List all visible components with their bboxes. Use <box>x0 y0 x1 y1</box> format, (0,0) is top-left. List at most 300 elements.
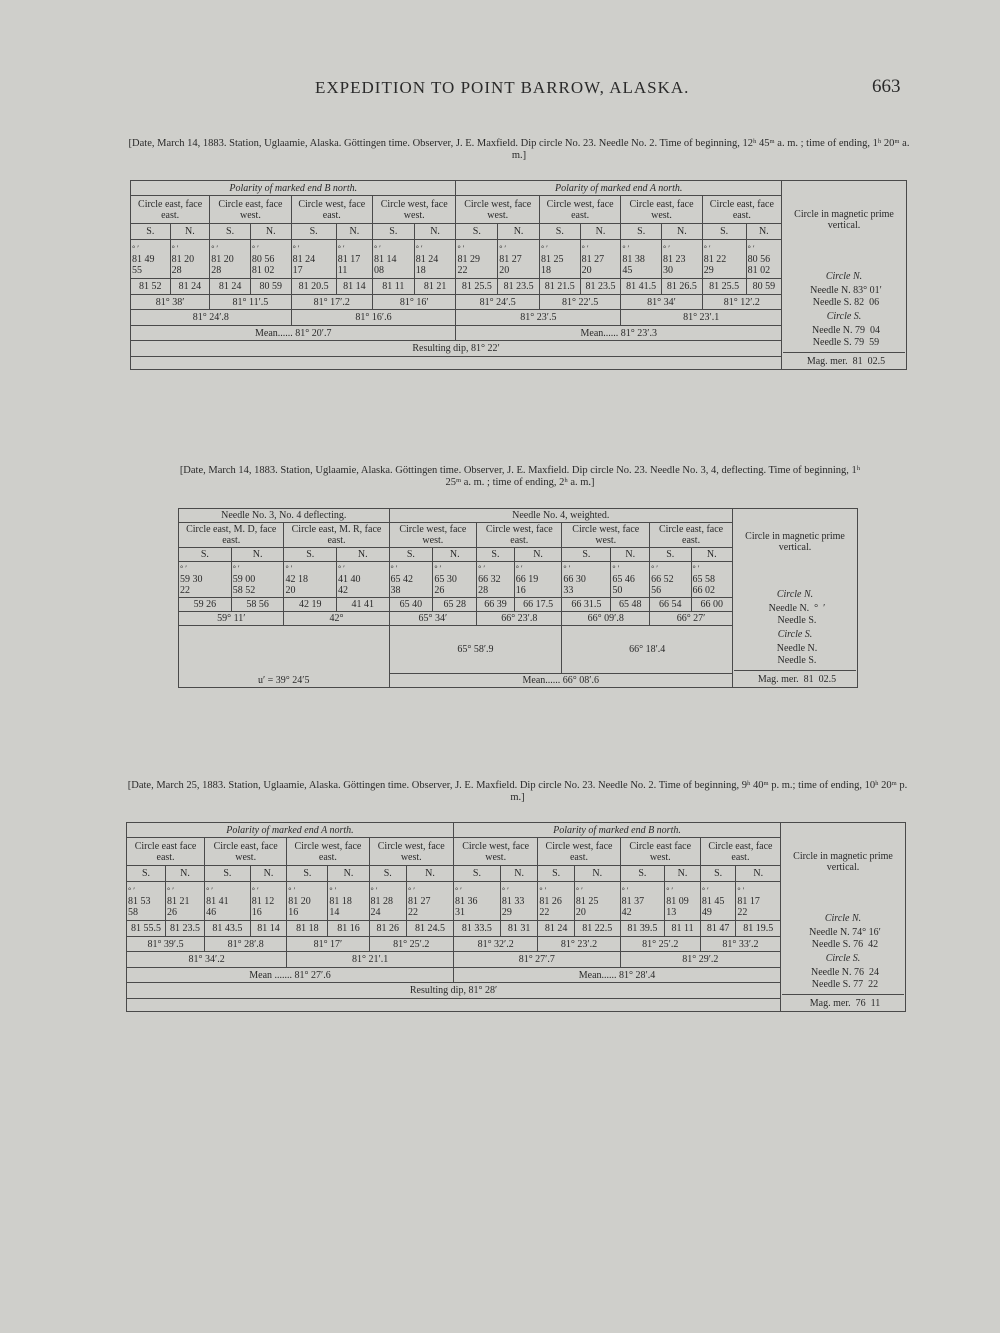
pair-cell: 81° 24′.5 <box>456 294 540 309</box>
sn-cell: N. <box>665 866 701 881</box>
side-value: Needle N. 74° 16′ <box>809 927 881 938</box>
reading-cell <box>284 562 337 598</box>
reading-value: 81 09 13 <box>666 895 689 918</box>
mean-cell: 81 24 <box>210 279 251 294</box>
pair-cell: 66° 27′ <box>650 612 733 626</box>
mean-cell: 81 24 <box>170 279 210 294</box>
pair-cell: 65° 34′ <box>389 612 477 626</box>
mean-cell: 81 16 <box>328 921 369 936</box>
face-cell: Circle east, face east. <box>650 523 733 548</box>
quad-cell: 81° 27′.7 <box>453 952 620 967</box>
reading-value: 81 27 22 <box>408 895 431 918</box>
mean-cell: 81 14 <box>250 921 287 936</box>
reading-cell <box>500 881 537 921</box>
reading-cell <box>131 239 171 279</box>
sn-cell: N. <box>514 548 562 562</box>
side-circle-n: Circle N. <box>824 913 862 924</box>
degree-minute-mark: ° ′ <box>337 243 345 253</box>
degree-minute-mark: ° ′ <box>337 564 345 573</box>
mean-cell: 81 55.5 <box>127 921 166 936</box>
side-value: Needle S. 77 22 <box>811 979 879 990</box>
prime-vertical-column <box>782 181 907 370</box>
mean-cell: 81 24.5 <box>407 921 454 936</box>
sn-cell: S. <box>210 224 251 239</box>
mean-cell: 81 25.5 <box>702 279 746 294</box>
reading-cell <box>665 881 701 921</box>
mean-cell: 81 26.5 <box>662 279 703 294</box>
face-cell: Circle east, face east. <box>131 196 210 224</box>
reading-cell <box>372 239 414 279</box>
sn-cell: N. <box>414 224 456 239</box>
mean-cell: 81 23.5 <box>580 279 621 294</box>
side-value: Needle S. 79 59 <box>812 337 880 348</box>
reading-cell <box>179 562 232 598</box>
reading-value: 81 21 26 <box>167 895 190 918</box>
sn-cell: S. <box>372 224 414 239</box>
reading-value: 81 25 20 <box>575 895 599 918</box>
quad-cell: 65° 58′.9 <box>389 626 562 674</box>
reading-value: 81 25 18 <box>540 253 564 276</box>
mean-cell: 81 22.5 <box>574 921 620 936</box>
reading-value: 81 23 30 <box>663 253 686 276</box>
reading-value: 81 36 31 <box>454 895 478 918</box>
reading-value: 81 18 14 <box>329 895 352 918</box>
degree-minute-mark: ° ′ <box>703 243 711 253</box>
reading-value: 81 20 28 <box>171 253 195 276</box>
pair-cell: 81° 11′.5 <box>210 294 291 309</box>
degree-minute-mark: ° ′ <box>499 243 507 253</box>
u-value: u′ = 39° 24′5 <box>179 626 390 688</box>
reading-cell <box>702 239 746 279</box>
face-cell: Circle east, face west. <box>621 196 702 224</box>
reading-cell <box>250 881 287 921</box>
degree-minute-mark: ° ′ <box>747 243 755 253</box>
reading-value: 81 45 49 <box>701 895 725 918</box>
side-circle-s: Circle S. <box>777 629 813 640</box>
reading-value: 81 26 22 <box>539 895 562 918</box>
reading-value: 59 00 58 52 <box>232 574 256 596</box>
pair-cell: 81° 38′ <box>131 294 210 309</box>
reading-cell <box>514 562 562 598</box>
reading-value: 66 19 16 <box>515 574 539 596</box>
degree-minute-mark: ° ′ <box>415 243 423 253</box>
sn-cell: N. <box>407 866 454 881</box>
mean-cell: 81 41.5 <box>621 279 662 294</box>
reading-value: 59 30 22 <box>180 574 203 596</box>
caption-1: [Date, March 14, 1883. Station, Uglaamie, Alaska. Göttingen time. Observer, J. E. Maxfield. Dip circle No. 23. Needle No. 2. Time of beginning, 12ʰ 45ᵐ a. m. ; time of ending, 1ʰ 20ᵐ a. m.] <box>128 138 910 161</box>
reading-cell <box>369 881 406 921</box>
group-header-2: Polarity of marked end B north. <box>453 823 780 838</box>
degree-minute-mark: ° ′ <box>478 564 486 573</box>
mean-cell: 81 18 <box>287 921 328 936</box>
pair-cell: 81° 22′.5 <box>539 294 620 309</box>
reading-cell <box>433 562 477 598</box>
reading-cell <box>291 239 336 279</box>
quad-cell: 81° 16′.6 <box>291 310 456 325</box>
degree-minute-mark: ° ′ <box>651 564 659 573</box>
reading-cell <box>477 562 515 598</box>
face-cell: Circle east face west. <box>620 838 700 866</box>
degree-minute-mark: ° ′ <box>180 564 187 573</box>
reading-value: 41 40 42 <box>337 574 361 596</box>
reading-cell <box>691 562 733 598</box>
pair-cell: 81° 12′.2 <box>702 294 781 309</box>
caption-3: [Date, March 25, 1883. Station, Uglaamie, Alaska. Göttingen time. Observer, J. E. Maxfield. Dip circle No. 23. Needle No. 2. Time of beginning, 9ʰ 40ᵐ p. m.; time of ending, 10ʰ 20ᵐ p. m.] <box>127 780 908 803</box>
reading-value: 81 20 16 <box>288 895 311 918</box>
degree-minute-mark: ° ′ <box>666 885 674 895</box>
page-number: 663 <box>872 76 901 97</box>
mean-cell: 81 19.5 <box>736 921 781 936</box>
pair-cell: 81° 17′ <box>287 936 369 951</box>
reading-value: 81 27 20 <box>581 253 605 276</box>
sn-cell: S. <box>127 866 166 881</box>
degree-minute-mark: ° ′ <box>581 243 589 253</box>
mean-cell: 66 39 <box>477 598 515 612</box>
side-value: Needle N. 76 24 <box>810 967 880 978</box>
sn-cell: N. <box>336 548 389 562</box>
reading-cell <box>231 562 284 598</box>
mean-cell: 81 47 <box>700 921 736 936</box>
sn-cell: S. <box>539 224 580 239</box>
mean-cell: 81 14 <box>336 279 372 294</box>
mean-cell: 81 33.5 <box>453 921 500 936</box>
mean-cell: 81 23.5 <box>498 279 540 294</box>
pair-cell: 81° 33′.2 <box>700 936 780 951</box>
reading-value: 65 46 50 <box>612 574 635 596</box>
side-value: Needle N. 83° 01′ <box>810 285 882 296</box>
face-cell: Circle west, face west. <box>372 196 456 224</box>
degree-minute-mark: ° ′ <box>408 885 415 895</box>
sn-cell: N. <box>250 866 287 881</box>
reading-cell <box>453 881 500 921</box>
side-value: Needle N. 79 04 <box>811 325 881 336</box>
sn-cell: S. <box>205 866 251 881</box>
pair-cell: 81° 34′ <box>621 294 702 309</box>
reading-cell <box>580 239 621 279</box>
reading-value: 80 56 81 02 <box>747 253 771 276</box>
degree-minute-mark: ° ′ <box>232 564 240 573</box>
sn-cell: S. <box>131 224 171 239</box>
sn-cell: N. <box>328 866 369 881</box>
reading-value: 65 30 26 <box>434 574 457 596</box>
sn-cell: N. <box>580 224 621 239</box>
reading-cell <box>389 562 433 598</box>
sn-cell: S. <box>700 866 736 881</box>
degree-minute-mark: ° ′ <box>251 243 259 253</box>
group-header-1: Polarity of marked end B north. <box>131 181 456 196</box>
quad-cell: 81° 23′.5 <box>456 310 621 325</box>
reading-cell <box>562 562 611 598</box>
reading-cell <box>700 881 736 921</box>
sn-cell: N. <box>498 224 540 239</box>
reading-value: 81 53 58 <box>128 895 151 918</box>
reading-value: 81 17 22 <box>737 895 760 918</box>
resulting-dip: Resulting dip, 81° 22′ <box>131 341 782 357</box>
reading-value: 81 24 17 <box>292 253 316 276</box>
reading-value: 81 49 55 <box>132 253 155 276</box>
mean-cell: 80 59 <box>250 279 291 294</box>
degree-minute-mark: ° ′ <box>622 243 630 253</box>
sn-cell: S. <box>456 224 498 239</box>
mean-cell: 81 52 <box>131 279 171 294</box>
face-cell: Circle west, face west. <box>456 196 540 224</box>
face-cell: Circle east, M. R, face east. <box>284 523 389 548</box>
degree-minute-mark: ° ′ <box>540 243 548 253</box>
side-header: Circle in magnetic prime vertical. <box>745 531 845 553</box>
reading-value: 81 28 24 <box>370 895 394 918</box>
reading-cell <box>166 881 205 921</box>
reading-value: 81 20 28 <box>211 253 234 276</box>
sn-cell: N. <box>336 224 372 239</box>
quad-cell: 81° 34′.2 <box>127 952 287 967</box>
degree-minute-mark: ° ′ <box>454 885 462 895</box>
reading-cell <box>611 562 650 598</box>
degree-minute-mark: ° ′ <box>292 243 300 253</box>
quad-cell: 81° 29′.2 <box>620 952 780 967</box>
face-cell: Circle west, face east. <box>477 523 562 548</box>
pair-cell: 66° 09′.8 <box>562 612 650 626</box>
quad-cell: 81° 23′.1 <box>621 310 782 325</box>
sn-cell: S. <box>389 548 433 562</box>
reading-value: 81 24 18 <box>415 253 439 276</box>
sn-cell: S. <box>562 548 611 562</box>
mean-cell: 66 00 <box>691 598 733 612</box>
reading-value: 81 29 22 <box>457 253 480 276</box>
pair-cell: 81° 25′.2 <box>369 936 453 951</box>
face-cell: Circle east, face west. <box>205 838 287 866</box>
sn-cell: N. <box>500 866 537 881</box>
face-cell: Circle east, face west. <box>210 196 291 224</box>
sn-cell: S. <box>650 548 691 562</box>
sn-cell: S. <box>291 224 336 239</box>
sn-cell: N. <box>662 224 703 239</box>
reading-cell <box>736 881 781 921</box>
degree-minute-mark: ° ′ <box>663 243 670 253</box>
group-header-2: Needle No. 4, weighted. <box>389 509 733 523</box>
sn-cell: S. <box>477 548 515 562</box>
reading-value: 80 56 81 02 <box>251 253 275 276</box>
face-cell: Circle west, face east. <box>538 838 620 866</box>
face-cell: Circle west, face east. <box>539 196 620 224</box>
face-cell: Circle west, face west. <box>453 838 537 866</box>
reading-value: 81 38 45 <box>622 253 645 276</box>
mean-cell: 81 23.5 <box>166 921 205 936</box>
face-cell: Circle east, M. D, face east. <box>179 523 284 548</box>
caption-2: [Date, March 14, 1883. Station, Uglaamie, Alaska. Göttingen time. Observer, J. E. Maxfield. Dip circle No. 23. Needle No. 3, 4, deflecting. Time of beginning, 1ʰ 25ᵐ a. m. ; time of ending, 2ʰ a. m.] <box>179 465 861 488</box>
degree-minute-mark: ° ′ <box>575 885 583 895</box>
reading-cell <box>662 239 703 279</box>
mean-cell: 81 21.5 <box>539 279 580 294</box>
reading-cell <box>407 881 454 921</box>
resulting-dip: Resulting dip, 81° 28′ <box>127 983 781 999</box>
sn-cell: N. <box>746 224 781 239</box>
mag-mer: Mag. mer. 81 02.5 <box>734 670 856 686</box>
reading-cell <box>539 239 580 279</box>
sn-cell: S. <box>538 866 575 881</box>
side-circle-n: Circle N. <box>825 271 863 282</box>
reading-cell <box>620 881 665 921</box>
degree-minute-mark: ° ′ <box>373 243 381 253</box>
side-value: Needle S. <box>777 655 817 666</box>
mean-a: Mean ....... 81° 27′.6 <box>127 967 454 982</box>
dip-table-2 <box>178 508 858 688</box>
reading-value: 81 22 29 <box>703 253 727 276</box>
sn-cell: N. <box>736 866 781 881</box>
mean-cell: 59 26 <box>179 598 232 612</box>
degree-minute-mark: ° ′ <box>171 243 179 253</box>
pair-cell: 66° 23′.8 <box>477 612 562 626</box>
mean-cell: 81 24 <box>538 921 575 936</box>
mean-cell: 81 11 <box>372 279 414 294</box>
quad-cell: 66° 18′.4 <box>562 626 733 674</box>
pair-cell: 81° 32′.2 <box>453 936 537 951</box>
degree-minute-mark: ° ′ <box>457 243 465 253</box>
reading-value: 81 37 42 <box>621 895 645 918</box>
degree-minute-mark: ° ′ <box>701 885 709 895</box>
prime-vertical-column <box>733 509 858 688</box>
reading-cell <box>336 562 389 598</box>
sn-cell: N. <box>611 548 650 562</box>
side-circle-n: Circle N. <box>776 589 814 600</box>
side-header: Circle in magnetic prime vertical. <box>794 209 894 231</box>
degree-minute-mark: ° ′ <box>251 885 259 895</box>
mean-cell: 81 43.5 <box>205 921 251 936</box>
mean: Mean...... 66° 08′.6 <box>389 674 733 688</box>
group-header-1: Needle No. 3, No. 4 deflecting. <box>179 509 390 523</box>
side-value: Needle S. 76 42 <box>811 939 879 950</box>
pair-cell: 81° 28′.8 <box>205 936 287 951</box>
reading-value: 65 42 38 <box>390 574 413 596</box>
degree-minute-mark: ° ′ <box>434 564 442 573</box>
reading-value: 42 18 20 <box>285 574 308 596</box>
sn-cell: S. <box>620 866 665 881</box>
reading-cell <box>336 239 372 279</box>
degree-minute-mark: ° ′ <box>515 564 523 573</box>
side-value: Needle S. <box>777 615 817 626</box>
side-value: Needle N. <box>776 643 818 654</box>
degree-minute-mark: ° ′ <box>132 243 139 253</box>
mean-cell: 66 17.5 <box>514 598 562 612</box>
side-header: Circle in magnetic prime vertical. <box>793 851 893 873</box>
degree-minute-mark: ° ′ <box>128 885 135 895</box>
sn-cell: S. <box>287 866 328 881</box>
mean-cell: 81 21 <box>414 279 456 294</box>
quad-cell: 81° 21′.1 <box>287 952 454 967</box>
mean-cell: 65 40 <box>389 598 433 612</box>
reading-value: 66 30 33 <box>563 574 586 596</box>
pair-cell: 42° <box>284 612 389 626</box>
mag-mer: Mag. mer. 76 11 <box>782 994 904 1010</box>
degree-minute-mark: ° ′ <box>390 564 398 573</box>
reading-value: 81 17 11 <box>337 253 361 276</box>
reading-cell <box>746 239 781 279</box>
sn-cell: S. <box>369 866 406 881</box>
sn-cell: N. <box>250 224 291 239</box>
side-circle-s: Circle S. <box>825 953 861 964</box>
face-cell: Circle west, face east. <box>287 838 369 866</box>
side-value: Needle N. ° ′ <box>768 603 826 614</box>
degree-minute-mark: ° ′ <box>211 243 219 253</box>
sn-cell: S. <box>453 866 500 881</box>
group-header-2: Polarity of marked end A north. <box>456 181 782 196</box>
spacer <box>127 999 781 1012</box>
reading-cell <box>250 239 291 279</box>
reading-cell <box>621 239 662 279</box>
pair-cell: 59° 11′ <box>179 612 284 626</box>
mean-cell: 58 56 <box>231 598 284 612</box>
mean-cell: 81 20.5 <box>291 279 336 294</box>
quad-cell: 81° 24′.8 <box>131 310 292 325</box>
degree-minute-mark: ° ′ <box>621 885 629 895</box>
mean-cell: 81 31 <box>500 921 537 936</box>
dip-table-3 <box>126 822 906 1012</box>
degree-minute-mark: ° ′ <box>692 564 700 573</box>
mean-cell: 41 41 <box>336 598 389 612</box>
reading-value: 65 58 66 02 <box>692 574 715 596</box>
mag-mer: Mag. mer. 81 02.5 <box>783 352 905 368</box>
degree-minute-mark: ° ′ <box>563 564 571 573</box>
face-cell: Circle west, face west. <box>562 523 650 548</box>
mean-cell: 81 26 <box>369 921 406 936</box>
mean-cell: 66 31.5 <box>562 598 611 612</box>
degree-minute-mark: ° ′ <box>288 885 296 895</box>
reading-value: 81 12 16 <box>251 895 275 918</box>
running-title: EXPEDITION TO POINT BARROW, ALASKA. <box>315 78 690 97</box>
face-cell: Circle east face east. <box>127 838 205 866</box>
degree-minute-mark: ° ′ <box>612 564 620 573</box>
reading-cell <box>650 562 691 598</box>
mean-cell: 65 28 <box>433 598 477 612</box>
reading-cell <box>538 881 575 921</box>
mean-b: Mean...... 81° 28′.4 <box>453 967 780 982</box>
pair-cell: 81° 16′ <box>372 294 456 309</box>
mean-cell: 42 19 <box>284 598 337 612</box>
reading-cell <box>287 881 328 921</box>
reading-cell <box>170 239 210 279</box>
reading-cell <box>498 239 540 279</box>
face-cell: Circle west, face west. <box>369 838 453 866</box>
degree-minute-mark: ° ′ <box>539 885 547 895</box>
mean-cell: 66 54 <box>650 598 691 612</box>
sn-cell: S. <box>284 548 337 562</box>
dip-table-1 <box>130 180 907 370</box>
sn-cell: S. <box>702 224 746 239</box>
mean-cell: 81 11 <box>665 921 701 936</box>
pair-cell: 81° 17′.2 <box>291 294 372 309</box>
degree-minute-mark: ° ′ <box>329 885 337 895</box>
sn-cell: N. <box>574 866 620 881</box>
mean-cell: 80 59 <box>746 279 781 294</box>
reading-cell <box>328 881 369 921</box>
sn-cell: S. <box>179 548 232 562</box>
reading-value: 81 33 29 <box>501 895 525 918</box>
reading-value: 81 14 08 <box>373 253 397 276</box>
sn-cell: S. <box>621 224 662 239</box>
sn-cell: N. <box>166 866 205 881</box>
reading-value: 66 52 56 <box>651 574 674 596</box>
reading-cell <box>414 239 456 279</box>
reading-value: 66 32 28 <box>478 574 501 596</box>
reading-cell <box>127 881 166 921</box>
degree-minute-mark: ° ′ <box>501 885 509 895</box>
degree-minute-mark: ° ′ <box>206 885 214 895</box>
side-value: Needle S. 82 06 <box>812 297 880 308</box>
degree-minute-mark: ° ′ <box>167 885 174 895</box>
mean-cell: 65 48 <box>611 598 650 612</box>
group-header-1: Polarity of marked end A north. <box>127 823 454 838</box>
degree-minute-mark: ° ′ <box>737 885 745 895</box>
face-cell: Circle east, face east. <box>700 838 780 866</box>
